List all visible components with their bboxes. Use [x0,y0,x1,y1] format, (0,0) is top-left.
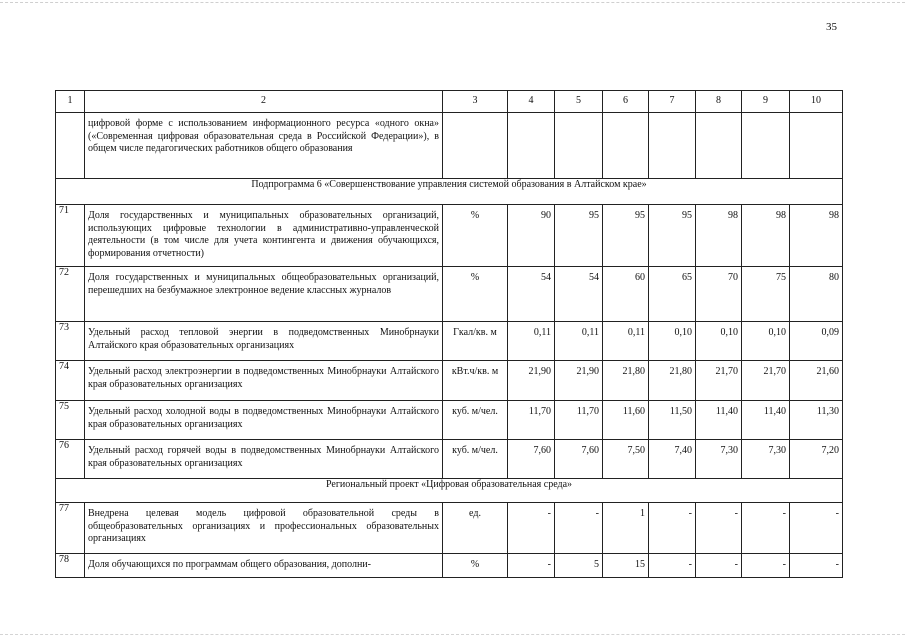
header-cell: 2 [85,91,443,113]
value-cell: 11,60 [603,401,649,440]
value-cell: 21,90 [508,361,555,401]
value-cell: 80 [790,267,843,322]
indicator-text: Доля государственных и муниципальных образовательных организаций, использующих цифровые технологии в административно-управленческой деятельности (в том числе для учета контингента и движения обучающихся, формирования отчетности) [85,205,443,267]
indicator-text: Удельный расход горячей воды в подведомственных Минобрнауки Алтайского края образовательных организациях [85,440,443,479]
value-cell: 11,70 [555,401,603,440]
value-cell: 0,11 [555,322,603,361]
scan-edge-top [0,2,905,3]
value-cell: 7,60 [508,440,555,479]
table-row [56,205,843,267]
value-cell: 65 [649,267,696,322]
value-cell: 21,70 [742,361,790,401]
value-cell: 54 [555,267,603,322]
row-number: 73 [56,322,85,361]
unit-cell: % [443,205,508,267]
rows-regional-project [56,503,843,578]
section-title: Региональный проект «Цифровая образовательная среда» [56,479,843,503]
value-cell: - [742,503,790,554]
value-cell: 5 [555,554,603,578]
value-cell: 1 [603,503,649,554]
table-row [56,113,843,179]
table-row [56,267,843,322]
value-cell: 0,11 [603,322,649,361]
value-cell: 75 [742,267,790,322]
value-cell: 95 [603,205,649,267]
value-cell: 15 [603,554,649,578]
row-number: 72 [56,267,85,322]
header-row [56,91,843,113]
value-cell: - [508,503,555,554]
table-row [56,322,843,361]
value-cell: 7,50 [603,440,649,479]
value-cell: 7,40 [649,440,696,479]
header-cell: 10 [790,91,843,113]
row-number: 78 [56,554,85,578]
value-cell: 90 [508,205,555,267]
page-number: 35 [826,21,837,33]
value-cell: 60 [603,267,649,322]
value-cell: 21,70 [696,361,742,401]
indicator-text: Удельный расход тепловой энергии в подведомственных Минобрнауки Алтайского края образовательных организациях [85,322,443,361]
value-cell: 21,90 [555,361,603,401]
value-cell: 0,11 [508,322,555,361]
value-cell: 11,40 [742,401,790,440]
unit-cell: куб. м/чел. [443,440,508,479]
value-cell: 0,10 [696,322,742,361]
value-cell: 21,60 [790,361,843,401]
row-number: 74 [56,361,85,401]
indicator-text: Удельный расход холодной воды в подведомственных Минобрнауки Алтайского края образовательных организациях [85,401,443,440]
value-cell: 95 [555,205,603,267]
value-cell: - [649,554,696,578]
value-cell: - [696,554,742,578]
row-number: 75 [56,401,85,440]
header-cell: 8 [696,91,742,113]
indicators-table [55,90,843,578]
unit-cell: % [443,267,508,322]
value-cell: - [649,503,696,554]
value-cell: 0,10 [742,322,790,361]
value-cell: - [555,503,603,554]
table-row [56,503,843,554]
value-cell: 7,30 [696,440,742,479]
value-cell: 98 [742,205,790,267]
row-number: 71 [56,205,85,267]
rows-subprogram-6 [56,205,843,479]
unit-cell: кВт.ч/кв. м [443,361,508,401]
indicator-text: Внедрена целевая модель цифровой образовательной среды в общеобразовательных организациях и профессиональных образовательных организациях [85,503,443,554]
value-cell: - [742,554,790,578]
unit-cell: Гкал/кв. м [443,322,508,361]
unit-cell: % [443,554,508,578]
value-cell: 54 [508,267,555,322]
value-cell: 7,20 [790,440,843,479]
value-cell: 11,40 [696,401,742,440]
value-cell: 0,09 [790,322,843,361]
scan-edge-bottom [0,634,905,635]
value-cell: - [790,503,843,554]
unit-cell: ед. [443,503,508,554]
header-cell: 6 [603,91,649,113]
value-cell: 7,30 [742,440,790,479]
value-cell: 11,70 [508,401,555,440]
header-cell: 1 [56,91,85,113]
value-cell: 0,10 [649,322,696,361]
table-row [56,401,843,440]
indicator-text: Доля обучающихся по программам общего образования, дополни- [85,554,443,578]
value-cell: 21,80 [649,361,696,401]
value-cell: 95 [649,205,696,267]
value-cell: 70 [696,267,742,322]
table-row [56,361,843,401]
indicator-text: цифровой форме с использованием информационного ресурса «одного окна» («Современная цифровая образовательная среда в Российской Федерации»), в общем числе педагогических работников общего образования [85,113,443,179]
section-row [56,179,843,205]
row-number: 76 [56,440,85,479]
value-cell: - [508,554,555,578]
header-cell: 5 [555,91,603,113]
section-title: Подпрограмма 6 «Совершенствование управления системой образования в Алтайском крае» [56,179,843,205]
value-cell: 98 [790,205,843,267]
header-cell: 3 [443,91,508,113]
table-row [56,554,843,578]
table-row [56,440,843,479]
header-cell: 7 [649,91,696,113]
value-cell: 11,30 [790,401,843,440]
row-number: 77 [56,503,85,554]
value-cell: - [790,554,843,578]
value-cell: 98 [696,205,742,267]
section-row [56,479,843,503]
indicator-text: Доля государственных и муниципальных общеобразовательных организаций, перешедших на безбумажное электронное ведение классных журналов [85,267,443,322]
unit-cell: куб. м/чел. [443,401,508,440]
value-cell: 11,50 [649,401,696,440]
value-cell: 21,80 [603,361,649,401]
indicator-text: Удельный расход электроэнергии в подведомственных Минобрнауки Алтайского края образовательных организациях [85,361,443,401]
header-cell: 4 [508,91,555,113]
value-cell: - [696,503,742,554]
header-cell: 9 [742,91,790,113]
value-cell: 7,60 [555,440,603,479]
